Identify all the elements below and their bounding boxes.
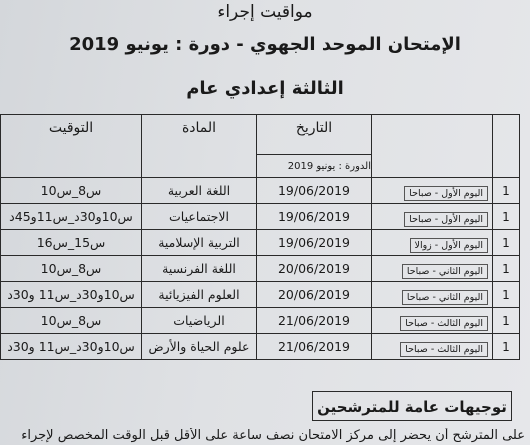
header-number xyxy=(493,115,520,178)
table-row xyxy=(1,308,520,334)
row-day: اليوم الثاني - صباحا xyxy=(402,290,488,305)
row-number: 1 xyxy=(493,178,520,204)
row-day-cell xyxy=(372,204,493,230)
table-row xyxy=(1,230,520,256)
row-time: س8_س10 xyxy=(1,178,142,204)
row-subject: علوم الحياة والأرض xyxy=(142,334,257,360)
row-number: 1 xyxy=(493,308,520,334)
guidelines-text: على المترشح أن يحضر إلى مركز الامتحان نصف ساعة على الأقل قبل الوقت المخصص لإجراء xyxy=(21,428,525,443)
row-day: اليوم الثاني - صباحا xyxy=(402,264,488,279)
row-time: س10و30د_س11 و30د xyxy=(1,282,142,308)
guidelines-title: توجيهات عامة للمترشحين xyxy=(312,391,512,421)
row-date: 19/06/2019 xyxy=(257,230,372,256)
table-row xyxy=(1,256,520,282)
row-subject: الرياضيات xyxy=(142,308,257,334)
row-day-cell xyxy=(372,282,493,308)
row-time: س8_س10 xyxy=(1,256,142,282)
session-label: الدورة : يونيو 2019 xyxy=(257,155,372,178)
row-day-cell xyxy=(372,334,493,360)
row-date: 19/06/2019 xyxy=(257,178,372,204)
row-time: س8_س10 xyxy=(1,308,142,334)
row-number: 1 xyxy=(493,282,520,308)
row-day-cell xyxy=(372,178,493,204)
row-day: اليوم الثالث - صباحا xyxy=(400,316,488,331)
header-title: مواقيت إجراء xyxy=(217,2,313,22)
table-row xyxy=(1,282,520,308)
row-day: اليوم الأول - زوالا xyxy=(410,238,488,253)
row-date: 20/06/2019 xyxy=(257,282,372,308)
header-subject: المادة xyxy=(142,115,257,178)
row-time: س10و30د_س11 و30د xyxy=(1,334,142,360)
row-subject: اللغة العربية xyxy=(142,178,257,204)
row-number: 1 xyxy=(493,334,520,360)
row-subject: العلوم الفيزيائية xyxy=(142,282,257,308)
table-header-row xyxy=(1,115,520,155)
row-date: 21/06/2019 xyxy=(257,334,372,360)
row-day: اليوم الثالث - صباحا xyxy=(400,342,488,357)
row-time: س10و30د_س11و45د xyxy=(1,204,142,230)
table-row xyxy=(1,334,520,360)
row-date: 20/06/2019 xyxy=(257,256,372,282)
row-day: اليوم الأول - صباحا xyxy=(404,212,488,227)
row-number: 1 xyxy=(493,204,520,230)
header-day xyxy=(372,115,493,178)
row-day-cell xyxy=(372,256,493,282)
row-number: 1 xyxy=(493,256,520,282)
row-date: 21/06/2019 xyxy=(257,308,372,334)
row-number: 1 xyxy=(493,230,520,256)
row-subject: التربية الإسلامية xyxy=(142,230,257,256)
row-time: س15_س16 xyxy=(1,230,142,256)
level-title: الثالثة إعدادي عام xyxy=(186,78,344,99)
exam-title: الإمتحان الموحد الجهوي - دورة : يونيو 2019 xyxy=(69,34,461,55)
header-date: التاريخ xyxy=(257,115,372,155)
header-time: التوقيت xyxy=(1,115,142,178)
table-row xyxy=(1,178,520,204)
row-day: اليوم الأول - صباحا xyxy=(404,186,488,201)
row-date: 19/06/2019 xyxy=(257,204,372,230)
table-row xyxy=(1,204,520,230)
row-day-cell xyxy=(372,308,493,334)
row-subject: الاجتماعيات xyxy=(142,204,257,230)
row-day-cell xyxy=(372,230,493,256)
schedule-table xyxy=(0,114,520,360)
row-subject: اللغة الفرنسية xyxy=(142,256,257,282)
